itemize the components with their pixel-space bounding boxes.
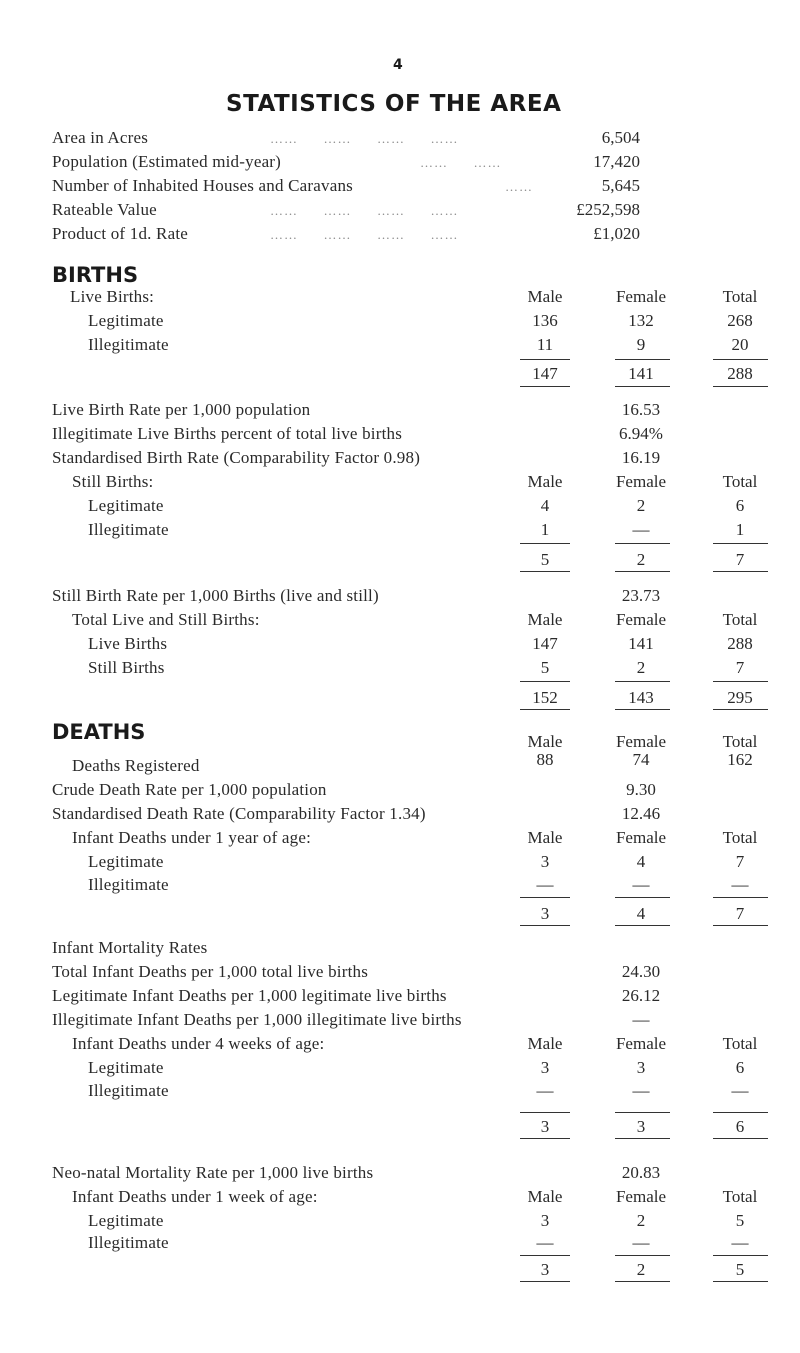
total-cell: 6 xyxy=(735,1117,745,1136)
col-female: Female xyxy=(615,287,667,306)
rateable-value: £252,598 xyxy=(576,200,640,219)
rule xyxy=(713,925,768,926)
product-rate-value: £1,020 xyxy=(593,224,640,243)
rule xyxy=(713,543,768,544)
deaths-heading: DEATHS xyxy=(52,720,146,744)
rate-value: 16.19 xyxy=(621,448,661,467)
rate-value: 9.30 xyxy=(626,780,656,799)
rule xyxy=(615,386,670,387)
product-rate-label: Product of 1d. Rate xyxy=(52,224,188,243)
rule xyxy=(520,1255,570,1256)
leader-dots: …… …… …… …… xyxy=(270,227,459,242)
cell: 9 xyxy=(636,335,646,354)
row-label: Illegitimate xyxy=(88,1081,169,1100)
cell: 162 xyxy=(727,750,753,769)
page-number: 4 xyxy=(393,57,403,73)
rule xyxy=(520,1112,570,1113)
rate-label: Total Infant Deaths per 1,000 total live births xyxy=(52,962,369,981)
rate-label: Legitimate Infant Deaths per 1,000 legitimate live births xyxy=(52,986,447,1005)
cell: 5 xyxy=(735,1211,745,1230)
col-female: Female xyxy=(615,732,667,751)
still-birth-rate-value: 23.73 xyxy=(621,586,661,605)
cell: 2 xyxy=(636,1211,646,1230)
total-cell: 5 xyxy=(735,1260,745,1279)
rule xyxy=(615,897,670,898)
cell: 141 xyxy=(628,634,654,653)
col-total: Total xyxy=(722,828,758,847)
row-label: Live Births xyxy=(88,634,168,653)
col-male: Male xyxy=(527,1187,563,1206)
cell: 7 xyxy=(735,658,745,677)
rule xyxy=(713,359,768,360)
total-cell: 3 xyxy=(540,904,550,923)
cell: 5 xyxy=(540,658,550,677)
col-male: Male xyxy=(527,732,563,751)
rule xyxy=(615,709,670,710)
col-male: Male xyxy=(527,287,563,306)
cell: 2 xyxy=(636,496,646,515)
cell: — xyxy=(536,1081,554,1100)
col-male: Male xyxy=(527,828,563,847)
col-male: Male xyxy=(527,1034,563,1053)
rate-value: 24.30 xyxy=(621,962,661,981)
row-label: Still Births xyxy=(88,658,165,677)
row-label: Illegitimate xyxy=(88,520,169,539)
row-label: Illegitimate xyxy=(88,875,169,894)
rule xyxy=(615,359,670,360)
rule xyxy=(520,897,570,898)
rule xyxy=(520,386,570,387)
cell: — xyxy=(731,1233,749,1252)
row-label: Illegitimate xyxy=(88,1233,169,1252)
col-total: Total xyxy=(722,287,758,306)
rate-value: — xyxy=(632,1010,650,1029)
live-births-label: Live Births: xyxy=(70,287,155,306)
total-cell: 288 xyxy=(727,364,753,383)
col-total: Total xyxy=(722,610,758,629)
cell: — xyxy=(632,520,650,539)
total-cell: 4 xyxy=(636,904,646,923)
col-male: Male xyxy=(527,610,563,629)
births-heading: BIRTHS xyxy=(52,263,139,287)
neonatal-rate-value: 20.83 xyxy=(621,1163,661,1182)
rule xyxy=(615,1255,670,1256)
row-label: Legitimate xyxy=(88,852,164,871)
infant-mortality-heading: Infant Mortality Rates xyxy=(52,938,208,957)
row-label: Legitimate xyxy=(88,496,164,515)
cell: 132 xyxy=(628,311,654,330)
cell: — xyxy=(536,875,554,894)
cell: 136 xyxy=(532,311,558,330)
area-label: Area in Acres xyxy=(52,128,149,147)
col-male: Male xyxy=(527,472,563,491)
rule xyxy=(520,359,570,360)
total-cell: 141 xyxy=(628,364,654,383)
cell: 6 xyxy=(735,496,745,515)
cell: 3 xyxy=(540,1211,550,1230)
rateable-value-label: Rateable Value xyxy=(52,200,157,219)
rate-label: Standardised Birth Rate (Comparability Factor 0.98) xyxy=(52,448,421,467)
total-cell: 3 xyxy=(540,1260,550,1279)
rate-label: Standardised Death Rate (Comparability Factor 1.34) xyxy=(52,804,426,823)
rule xyxy=(615,1112,670,1113)
total-cell: 143 xyxy=(628,688,654,707)
rule xyxy=(713,386,768,387)
cell: 147 xyxy=(532,634,558,653)
total-cell: 5 xyxy=(540,550,550,569)
cell: — xyxy=(731,1081,749,1100)
cell: 6 xyxy=(735,1058,745,1077)
cell: — xyxy=(536,1233,554,1252)
cell: 2 xyxy=(636,658,646,677)
cell: — xyxy=(632,875,650,894)
rule xyxy=(615,571,670,572)
rule xyxy=(713,1112,768,1113)
rule xyxy=(520,543,570,544)
rule xyxy=(615,681,670,682)
total-cell: 7 xyxy=(735,550,745,569)
rule xyxy=(713,571,768,572)
cell: 3 xyxy=(636,1058,646,1077)
rule xyxy=(615,543,670,544)
neonatal-rate-label: Neo-natal Mortality Rate per 1,000 live births xyxy=(52,1163,374,1182)
row-label: Legitimate xyxy=(88,1058,164,1077)
cell: 74 xyxy=(632,750,650,769)
row-label: Illegitimate xyxy=(88,335,169,354)
rule xyxy=(520,1281,570,1282)
population-value: 17,420 xyxy=(593,152,640,171)
houses-value: 5,645 xyxy=(601,176,640,195)
total-cell: 147 xyxy=(532,364,558,383)
rate-label: Live Birth Rate per 1,000 population xyxy=(52,400,311,419)
still-birth-rate-label: Still Birth Rate per 1,000 Births (live and still) xyxy=(52,586,379,605)
cell: 3 xyxy=(540,852,550,871)
total-cell: 3 xyxy=(636,1117,646,1136)
row-label: Legitimate xyxy=(88,311,164,330)
rule xyxy=(713,897,768,898)
rate-value: 26.12 xyxy=(621,986,661,1005)
area-value: 6,504 xyxy=(601,128,640,147)
rate-label: Crude Death Rate per 1,000 population xyxy=(52,780,327,799)
under-4wk-label: Infant Deaths under 4 weeks of age: xyxy=(72,1034,325,1053)
total-cell: 7 xyxy=(735,904,745,923)
col-female: Female xyxy=(615,610,667,629)
col-total: Total xyxy=(722,1187,758,1206)
col-total: Total xyxy=(722,1034,758,1053)
total-cell: 295 xyxy=(727,688,753,707)
under-1wk-label: Infant Deaths under 1 week of age: xyxy=(72,1187,318,1206)
total-cell: 2 xyxy=(636,550,646,569)
leader-dots: …… …… xyxy=(420,155,502,170)
rule xyxy=(713,1138,768,1139)
rule xyxy=(713,1255,768,1256)
infant-under-1yr-label: Infant Deaths under 1 year of age: xyxy=(72,828,312,847)
cell: 3 xyxy=(540,1058,550,1077)
rule xyxy=(713,681,768,682)
cell: — xyxy=(731,875,749,894)
rule xyxy=(713,1281,768,1282)
rate-value: 6.94% xyxy=(619,424,663,443)
total-live-still-label: Total Live and Still Births: xyxy=(72,610,260,629)
col-female: Female xyxy=(615,1034,667,1053)
cell: 4 xyxy=(636,852,646,871)
leader-dots: …… …… …… …… xyxy=(270,203,459,218)
rule xyxy=(615,1281,670,1282)
col-female: Female xyxy=(615,472,667,491)
rule xyxy=(713,709,768,710)
page-title: STATISTICS OF THE AREA xyxy=(226,91,562,117)
total-cell: 3 xyxy=(540,1117,550,1136)
deaths-registered-label: Deaths Registered xyxy=(72,756,200,775)
houses-label: Number of Inhabited Houses and Caravans xyxy=(52,176,353,195)
cell: 1 xyxy=(540,520,550,539)
col-total: Total xyxy=(722,472,758,491)
cell: 7 xyxy=(735,852,745,871)
cell: 20 xyxy=(731,335,749,354)
total-cell: 152 xyxy=(532,688,558,707)
row-label: Legitimate xyxy=(88,1211,164,1230)
col-total: Total xyxy=(722,732,758,751)
rule xyxy=(615,925,670,926)
rate-value: 12.46 xyxy=(621,804,661,823)
cell: — xyxy=(632,1233,650,1252)
rate-value: 16.53 xyxy=(621,400,661,419)
rule xyxy=(520,571,570,572)
rule xyxy=(520,1138,570,1139)
leader-dots: …… xyxy=(505,179,533,194)
cell: 1 xyxy=(735,520,745,539)
still-births-label: Still Births: xyxy=(72,472,154,491)
rule xyxy=(520,925,570,926)
total-cell: 2 xyxy=(636,1260,646,1279)
population-label: Population (Estimated mid-year) xyxy=(52,152,282,171)
cell: 11 xyxy=(536,335,554,354)
leader-dots: …… …… …… …… xyxy=(270,131,459,146)
rate-label: Illegitimate Infant Deaths per 1,000 illegitimate live births xyxy=(52,1010,462,1029)
rule xyxy=(520,709,570,710)
rule xyxy=(615,1138,670,1139)
cell: 288 xyxy=(727,634,753,653)
cell: — xyxy=(632,1081,650,1100)
cell: 4 xyxy=(540,496,550,515)
col-female: Female xyxy=(615,828,667,847)
cell: 268 xyxy=(727,311,753,330)
rate-label: Illegitimate Live Births percent of total live births xyxy=(52,424,403,443)
cell: 88 xyxy=(536,750,554,769)
rule xyxy=(520,681,570,682)
col-female: Female xyxy=(615,1187,667,1206)
